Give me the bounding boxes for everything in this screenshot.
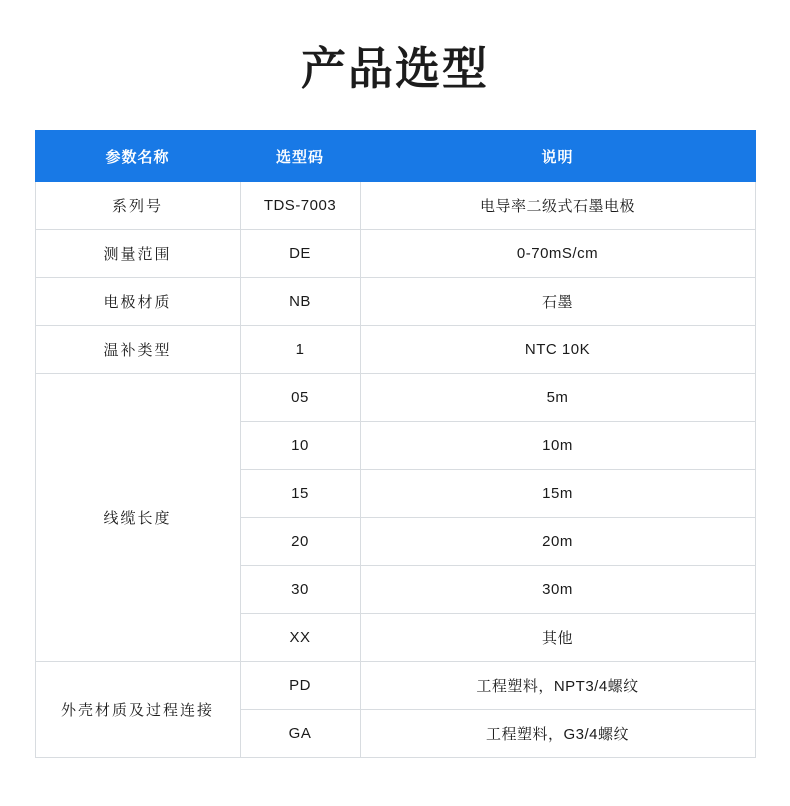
- table-row: [35, 278, 755, 326]
- table-row: [35, 374, 755, 422]
- table-row: [35, 326, 755, 374]
- cell-selection-code: 1: [240, 326, 360, 374]
- cell-selection-code: NB: [240, 278, 360, 326]
- cell-description: 电导率二级式石墨电极: [360, 182, 755, 230]
- cell-selection-code: PD: [240, 662, 360, 710]
- table-body: [35, 182, 755, 758]
- cell-selection-code: XX: [240, 614, 360, 662]
- cell-description: 30m: [360, 566, 755, 614]
- cell-parameter-name: 电极材质: [35, 278, 240, 326]
- cell-parameter-name: 测量范围: [35, 230, 240, 278]
- column-header-selection-code: 选型码: [240, 131, 360, 182]
- cell-parameter-name: 线缆长度: [35, 374, 240, 662]
- cell-selection-code: 30: [240, 566, 360, 614]
- cell-description: 0-70mS/cm: [360, 230, 755, 278]
- cell-parameter-name: 系列号: [35, 182, 240, 230]
- cell-selection-code: 15: [240, 470, 360, 518]
- cell-selection-code: TDS-7003: [240, 182, 360, 230]
- table-header-row: [35, 131, 755, 182]
- page-title: 产品选型: [300, 43, 489, 94]
- cell-description: 其他: [360, 614, 755, 662]
- table-row: [35, 230, 755, 278]
- column-header-description: 说明: [360, 131, 755, 182]
- table-header: [35, 131, 755, 182]
- cell-description: NTC 10K: [360, 326, 755, 374]
- cell-description: 5m: [360, 374, 755, 422]
- cell-description: 石墨: [360, 278, 755, 326]
- cell-description: 工程塑料，G3/4螺纹: [360, 710, 755, 758]
- cell-description: 15m: [360, 470, 755, 518]
- table-row: [35, 662, 755, 710]
- cell-selection-code: 10: [240, 422, 360, 470]
- cell-parameter-name: 温补类型: [35, 326, 240, 374]
- cell-selection-code: 20: [240, 518, 360, 566]
- cell-description: 20m: [360, 518, 755, 566]
- cell-description: 10m: [360, 422, 755, 470]
- cell-selection-code: GA: [240, 710, 360, 758]
- table-row: [35, 182, 755, 230]
- cell-description: 工程塑料，NPT3/4螺纹: [360, 662, 755, 710]
- cell-parameter-name: 外壳材质及过程连接: [35, 662, 240, 758]
- product-selection-table: [35, 130, 756, 758]
- column-header-parameter-name: 参数名称: [35, 131, 240, 182]
- cell-selection-code: DE: [240, 230, 360, 278]
- cell-selection-code: 05: [240, 374, 360, 422]
